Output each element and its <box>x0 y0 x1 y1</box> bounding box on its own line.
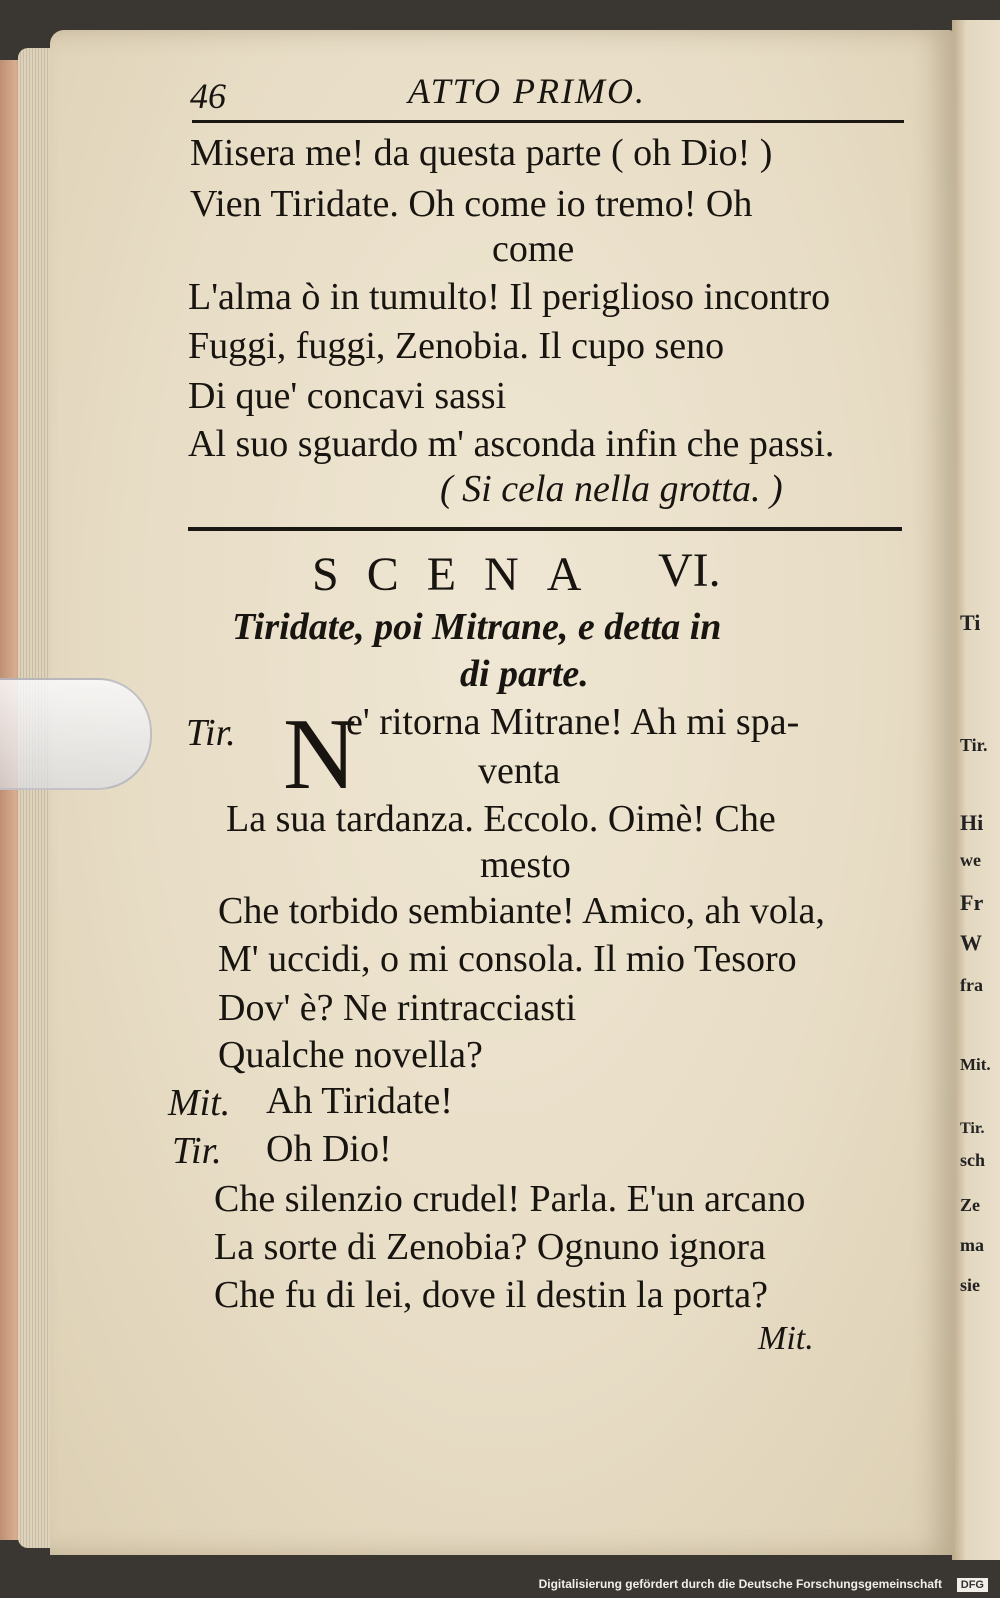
facing-page-fragment: Ze <box>960 1195 980 1215</box>
dialogue-line: Che silenzio crudel! Parla. E'un arcano <box>214 1178 806 1220</box>
scene-characters-continuation: di parte. <box>460 653 589 695</box>
verse-line: Al suo sguardo m' asconda infin che passi. <box>188 423 835 465</box>
verse-line: Di que' concavi sassi <box>188 375 507 417</box>
facing-page-fragment: Tir. <box>960 1120 985 1137</box>
dfg-logo: DFG <box>957 1578 988 1592</box>
facing-page-fragment: sie <box>960 1275 980 1295</box>
page-clip <box>0 678 152 790</box>
scene-number: VI. <box>658 544 721 597</box>
verse-line: Misera me! da questa parte ( oh Dio! ) <box>190 132 773 174</box>
dialogue-line: Oh Dio! <box>266 1128 392 1170</box>
facing-page-fragment: Tir. <box>960 735 988 755</box>
facing-page-fragment: W <box>960 930 982 955</box>
facing-page-fragment: Ti <box>960 610 981 635</box>
scene-characters: Tiridate, poi Mitrane, e detta in <box>232 606 722 648</box>
dialogue-line: Ah Tiridate! <box>266 1080 453 1122</box>
dialogue-line: La sua tardanza. Eccolo. Oimè! Che <box>226 798 776 840</box>
speaker-label-mit: Mit. <box>168 1082 231 1124</box>
speaker-label-tir: Tir. <box>186 712 236 754</box>
dialogue-line: Che torbido sembiante! Amico, ah vola, <box>218 890 825 932</box>
footer-credit: Digitalisierung gefördert durch die Deutsche Forschungsgemeinschaft <box>538 1577 942 1591</box>
dialogue-line: Dov' è? Ne rintracciasti <box>218 987 577 1029</box>
facing-page-fragment: Hi <box>960 810 984 835</box>
verse-line: L'alma ò in tumulto! Il periglioso incontro <box>188 276 831 318</box>
facing-page-fragment: we <box>960 850 981 870</box>
verse-line-continuation: come <box>492 228 575 270</box>
scene-title <box>312 547 609 602</box>
dialogue-line-continuation: mesto <box>480 844 571 886</box>
verse-line: Vien Tiridate. Oh come io tremo! Oh <box>190 183 753 225</box>
facing-page-fragment: sch <box>960 1150 986 1170</box>
facing-page-fragment: fra <box>960 975 983 995</box>
stage-direction: ( Si cela nella grotta. ) <box>440 468 783 510</box>
dialogue-line: e' ritorna Mitrane! Ah mi spa- <box>346 701 800 743</box>
dialogue-line: Che fu di lei, dove il destin la porta? <box>214 1274 769 1316</box>
facing-page-fragment: ma <box>960 1235 984 1255</box>
catchword: Mit. <box>758 1320 814 1357</box>
facing-page <box>952 20 1000 1560</box>
facing-page-fragment: Fr <box>960 890 984 915</box>
drop-cap: N <box>283 698 357 811</box>
verse-line: Fuggi, fuggi, Zenobia. Il cupo seno <box>188 325 725 367</box>
dialogue-line: La sorte di Zenobia? Ognuno ignora <box>214 1226 766 1268</box>
dialogue-line: Qualche novella? <box>218 1034 483 1076</box>
dialogue-line: M' uccidi, o mi consola. Il mio Tesoro <box>218 938 797 980</box>
dialogue-line-continuation: venta <box>478 750 561 792</box>
facing-page-fragment: Mit. <box>960 1055 991 1074</box>
header-rule <box>192 120 904 123</box>
scene-divider <box>188 527 902 531</box>
page-number: 46 <box>190 76 226 116</box>
speaker-label-tir: Tir. <box>172 1130 222 1172</box>
running-title: ATTO PRIMO. <box>408 71 646 111</box>
scene-title-word: SCENA <box>312 548 610 601</box>
